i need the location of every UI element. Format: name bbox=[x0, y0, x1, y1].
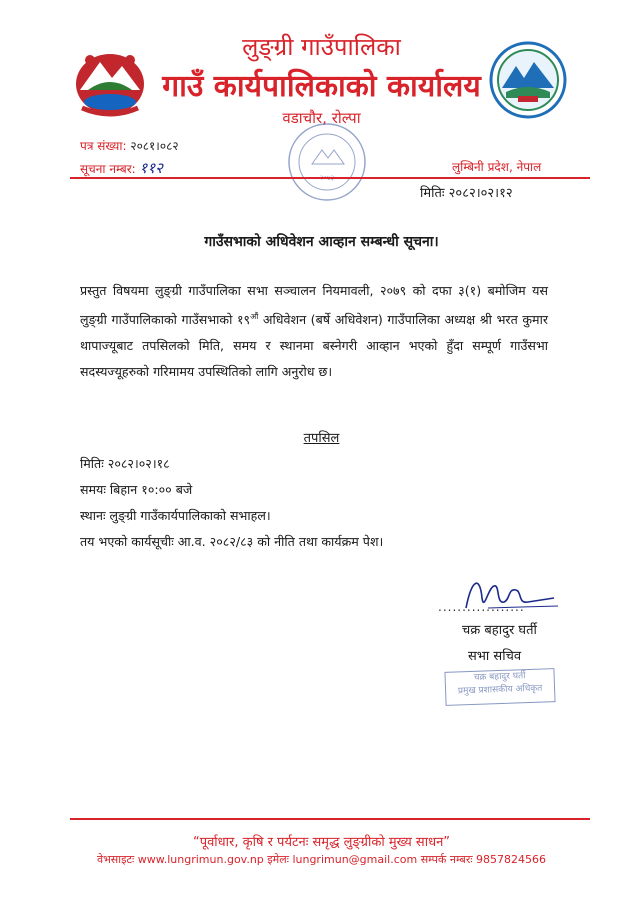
stamp-line-1: चक्र बहादुर घर्ती bbox=[473, 671, 526, 683]
notice-body bbox=[80, 278, 548, 385]
office-round-stamp bbox=[284, 120, 370, 204]
office-location: वडाचौर, रोल्पा bbox=[282, 109, 361, 127]
footer-motto: “पूर्वाधार, कृषि र पर्यटनः समृद्ध लुङ्ग्रीको मुख्य साधन” bbox=[192, 835, 451, 850]
footer-divider bbox=[70, 818, 590, 820]
website-link[interactable]: www.lungrimun.gov.np bbox=[137, 853, 264, 866]
stamp-line-2: प्रमुख प्रशासकीय अधिकृत bbox=[457, 683, 543, 697]
notice-number-value: ११२ bbox=[139, 159, 163, 177]
email-link[interactable]: lungrimun@gmail.com bbox=[292, 853, 418, 866]
notice-number-label: सूचना नम्बर: bbox=[80, 162, 136, 176]
letter-number-label: पत्र संख्या: bbox=[80, 139, 127, 153]
signer-title: सभा सचिव bbox=[468, 649, 522, 664]
body-text-part1: प्रस्तुत विषयमा लुङ्ग्री गाउँपालिका सभा सञ्चालन नियमावली, २०७९ को दफा ३(१) बमोजिम यस लुङ्ग्री गाउँपालिकाको गाउँसभाको १९ bbox=[80, 283, 548, 328]
footer-contact bbox=[0, 852, 643, 867]
schedule-title: तपसिल bbox=[303, 431, 340, 446]
phone-number: 9857824566 bbox=[476, 853, 547, 866]
schedule-time: समयः बिहान १०:०० बजे bbox=[80, 482, 193, 497]
ordinal-suffix: औं bbox=[250, 312, 259, 321]
letter-date: मितिः २०८२।०२।१२ bbox=[420, 186, 513, 201]
schedule-date: मितिः २०८२।०२।१८ bbox=[80, 456, 170, 471]
letter-number-value: २०८१।०८२ bbox=[130, 139, 179, 153]
schedule-venue: स्थानः लुङ्ग्री गाउँकार्यपालिकाको सभाहल। bbox=[80, 508, 271, 523]
schedule-agenda: तय भएको कार्यसूचीः आ.व. २०८२/८३ को नीति तथा कार्यक्रम पेश। bbox=[80, 534, 384, 549]
municipality-name: लुङ्ग्री गाउँपालिका bbox=[242, 33, 401, 61]
header-divider bbox=[70, 177, 590, 179]
official-rect-stamp bbox=[444, 668, 555, 706]
website-label: वेभसाइटः bbox=[96, 853, 135, 866]
email-label: इमेलः bbox=[267, 853, 289, 866]
letter-number bbox=[80, 137, 179, 154]
province-label: लुम्बिनी प्रदेश, नेपाल bbox=[452, 160, 542, 174]
signature-line: .................. bbox=[438, 600, 525, 614]
notice-number bbox=[80, 158, 163, 178]
phone-label: सम्पर्क नम्बरः bbox=[420, 853, 473, 866]
office-title: गाउँ कार्यपालिकाको कार्यालय bbox=[162, 69, 481, 104]
body-text-part2: अधिवेशन (बर्षे अधिवेशन) गाउँपालिका अध्यक्ष श्री भरत कुमार थापाज्यूबाट तपसिलको मिति, समय र स्थानमा बस्नेगरी आव्हान भएको हुँदा सम्पूर्ण गाउँसभा सदस्यज्यूहरुको गरिमामय उपस्थितिको लागि अनुरोध छ। bbox=[80, 312, 548, 380]
notice-subject: गाउँसभाको अधिवेशन आव्हान सम्बन्धी सूचना। bbox=[204, 234, 439, 250]
signer-name: चक्र बहादुर घर्ती bbox=[462, 623, 537, 638]
handwritten-signature bbox=[458, 568, 568, 623]
